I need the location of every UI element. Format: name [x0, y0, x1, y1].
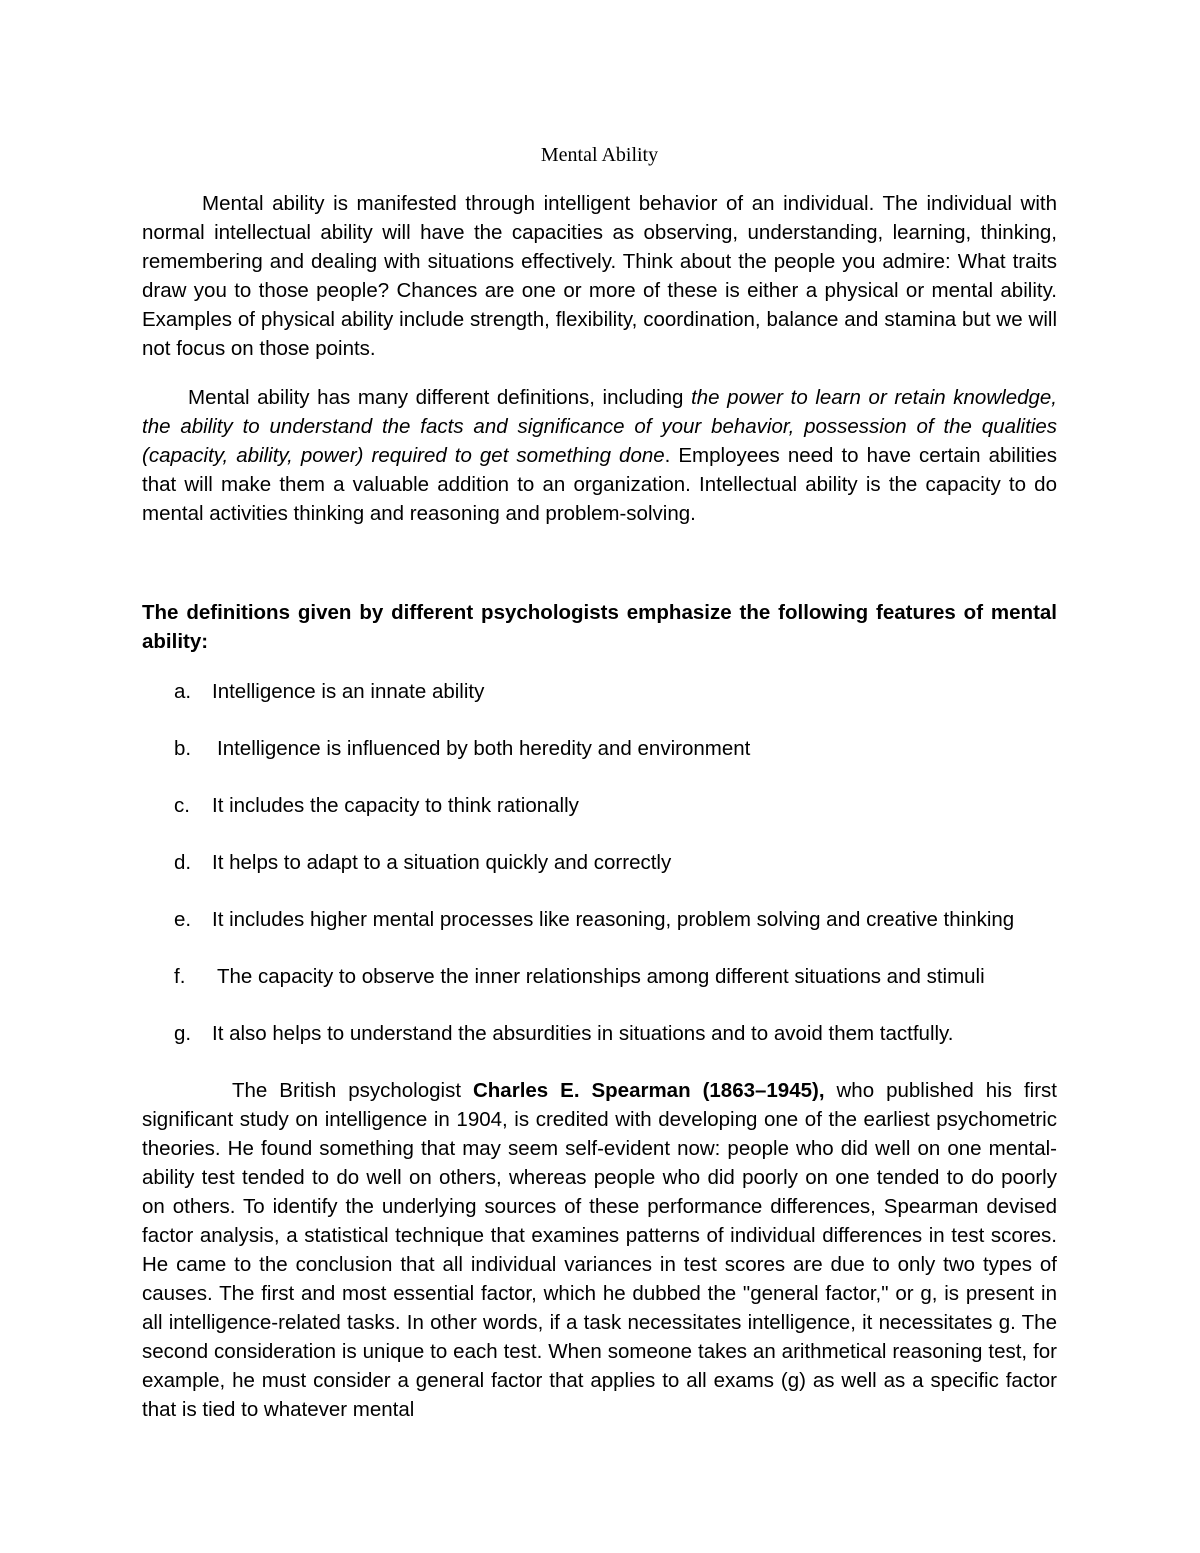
list-item	[142, 905, 1057, 962]
document-page	[142, 140, 1057, 1424]
list-item	[142, 962, 1057, 1019]
list-marker: c.	[174, 794, 190, 817]
list-item	[142, 1019, 1057, 1060]
list-item	[142, 734, 1057, 791]
list-item-text: It helps to adapt to a situation quickly and correctly	[212, 851, 672, 874]
list-marker: e.	[174, 908, 192, 931]
spearman-paragraph	[142, 1076, 1057, 1424]
list-item-text: It also helps to understand the absurdities in situations and to avoid them tactfully.	[212, 1022, 954, 1045]
list-marker: a.	[174, 680, 192, 703]
list-item	[142, 677, 1057, 734]
list-marker: f.	[174, 965, 186, 988]
features-heading: The definitions given by different psychologists emphasize the following features of mental ability:	[142, 601, 1057, 653]
definitions-rest: . Employees need to have certain abilities that will make them a valuable addition to an organization. Intellectual ability is the capacity to do mental activities thinking and reasoning and problem-solving.	[142, 444, 1057, 525]
list-item-text: Intelligence is an innate ability	[212, 680, 485, 703]
features-list	[142, 677, 1057, 1060]
spearman-rest: who published his first significant study on intelligence in 1904, is credited with developing one of the earliest psychometric theories. He found something that may seem self-evident now: people who did well on one mental-ability test tended to do well on others, whereas people who did poorly on one tended to do poorly on others. To identify the underlying sources of these performance differences, Spearman devised factor analysis, a statistical technique that examines patterns of individual differences in test scores. He came to the conclusion that all individual variances in test scores are due to only two types of causes. The first and most essential factor, which he dubbed the "general factor," or g, is present in all intelligence-related tasks. In other words, if a task necessitates intelligence, it necessitates g. The second consideration is unique to each test. When someone takes an arithmetical reasoning test, for example, he must consider a general factor that applies to all exams (g) as well as a specific factor that is tied to whatever mental	[142, 1079, 1057, 1421]
page-title: Mental Ability	[540, 144, 659, 166]
list-item-text: Intelligence is influenced by both heredity and environment	[217, 737, 751, 760]
list-item-text: The capacity to observe the inner relationships among different situations and stimuli	[217, 965, 985, 988]
list-marker: b.	[174, 737, 192, 760]
definitions-paragraph	[142, 383, 1057, 528]
list-item-text: It includes the capacity to think rationally	[212, 794, 579, 817]
list-item	[142, 848, 1057, 905]
list-marker: g.	[174, 1022, 192, 1045]
definitions-emphasis: the power to learn or retain knowledge, the ability to understand the facts and significance of your behavior, possession of the qualities (capacity, ability, power) required to get something done	[142, 386, 1057, 467]
definitions-lead: Mental ability has many different definitions, including	[188, 386, 692, 409]
spearman-name: Charles E. Spearman (1863–1945),	[472, 1079, 825, 1102]
list-marker: d.	[174, 851, 192, 874]
intro-paragraph: Mental ability is manifested through intelligent behavior of an individual. The individual with normal intellectual ability will have the capacities as observing, understanding, learning, thinking, remembering and dealing with situations effectively. Think about the people you admire: What traits draw you to those people? Chances are one or more of these is either a physical or mental ability. Examples of physical ability include strength, flexibility, coordination, balance and stamina but we will not focus on those points.	[142, 192, 1057, 360]
spearman-lead: The British psychologist	[232, 1079, 473, 1102]
list-item-text: It includes higher mental processes like reasoning, problem solving and creative thinking	[212, 908, 1015, 931]
list-item	[142, 791, 1057, 848]
